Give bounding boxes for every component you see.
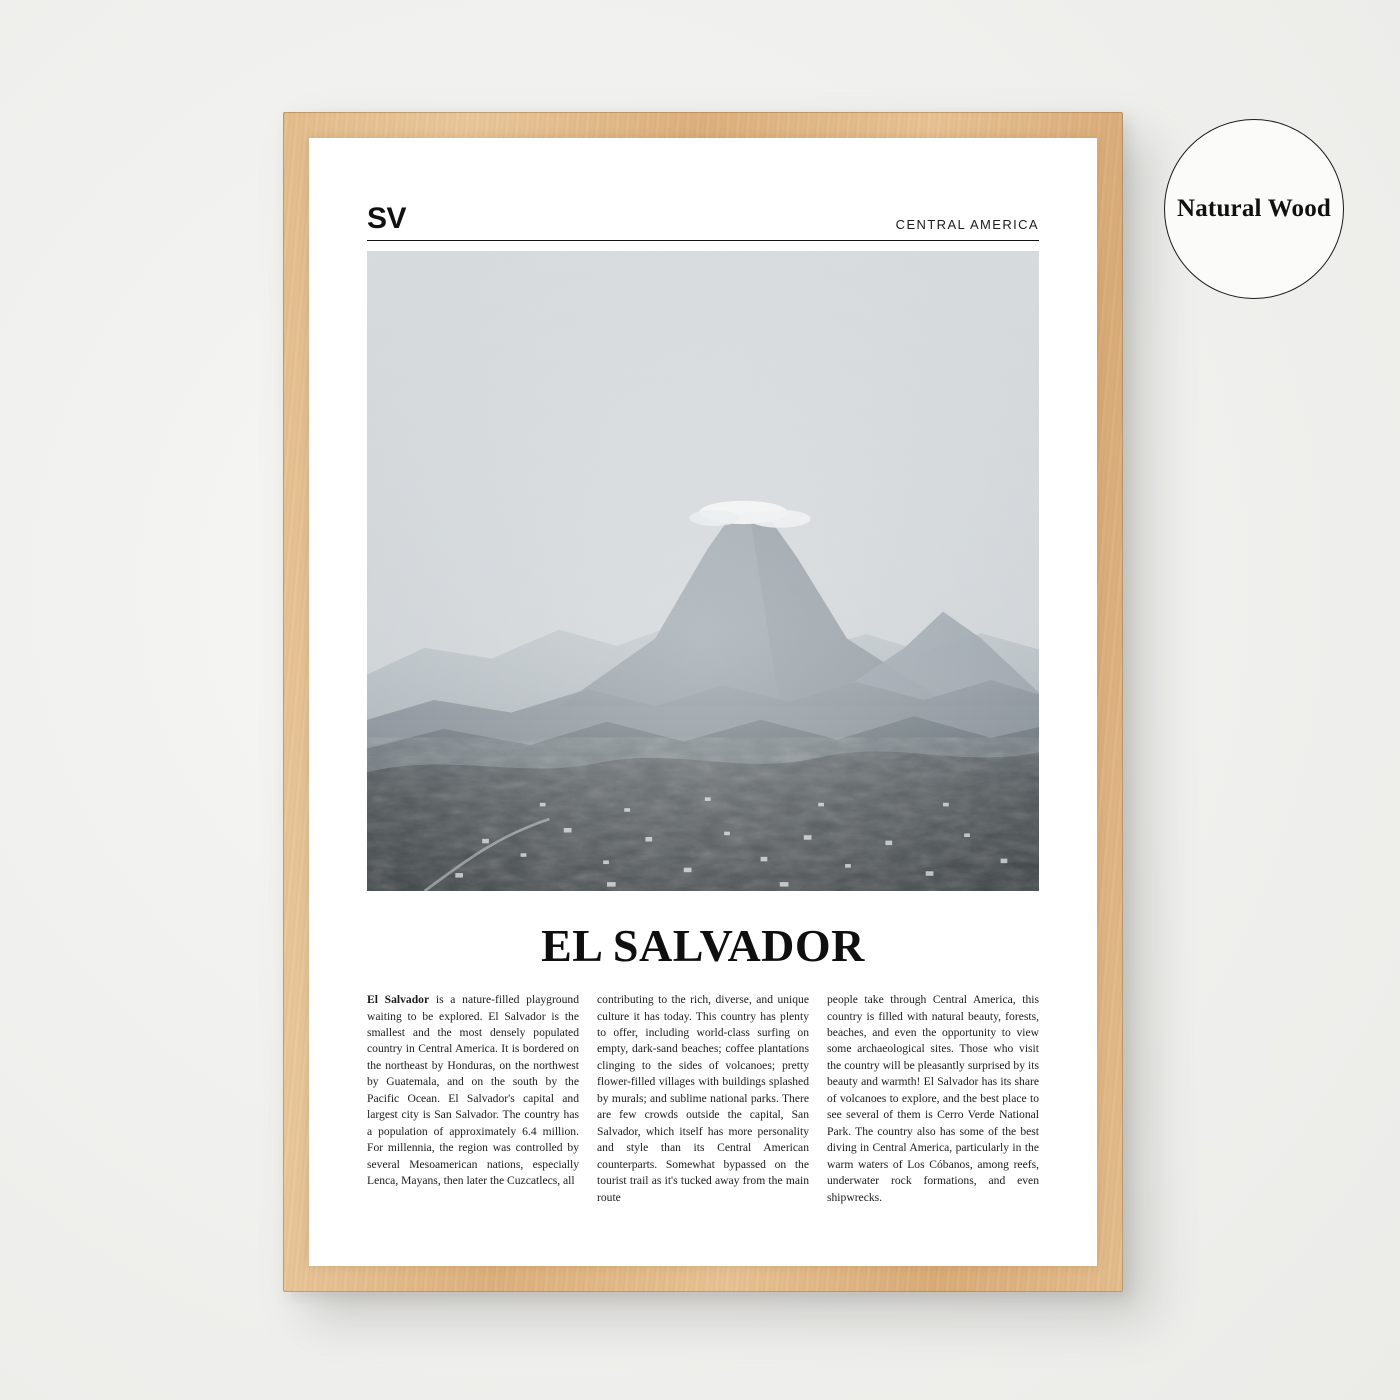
poster-sheet [309, 138, 1097, 1266]
body-text-1: is a nature-filled playground waiting to be explored. El Salvador is the smallest and the most densely populated country in Central America. It is bordered on the northeast by Honduras, on the northwest by Guatemala, and on the south by the Pacific Ocean. El Salvador's capital and largest city is San Salvador. The country has a population of approximately 6.4 million. For millennia, the region was controlled by several Mesoamerican nations, especially Lenca, Mayans, then later the Cuzcatlecs, all [367, 993, 579, 1188]
page-title: EL SALVADOR [541, 920, 865, 972]
country-code: SV [367, 202, 407, 235]
poster-photo [367, 251, 1039, 891]
body-column-1 [367, 992, 579, 1206]
poster-header [367, 204, 1039, 241]
poster-body [367, 992, 1039, 1206]
picture-frame [283, 112, 1123, 1292]
body-lead-in: El Salvador [367, 993, 430, 1007]
region-label: CENTRAL AMERICA [895, 217, 1039, 232]
body-column-2: contributing to the rich, diverse, and unique culture it has today. This country has plenty to offer, including world-class surfing on empty, dark-sand beaches; coffee plantations clinging to the sides of volcanoes; pretty flower-filled villages with buildings splashed by murals; and sublime national parks. There are few crowds outside the capital, San Salvador, which itself has more personality and style than its Central American counterparts. Somewhat bypassed on the tourist trail as it's tucked away from the main route [597, 993, 809, 1204]
body-column-3: people take through Central America, this country is filled with natural beauty, forests, beaches, and even the opportunity to view some archaeological sites. Those who visit the country will be pleasantly surprised by its beauty and warmth! El Salvador has its share of volcanoes to explore, and the best place to see several of them is Cerro Verde National Park. The country also has some of the best diving in Central America, particularly in the warm waters of Los Cóbanos, among reefs, underwater rock formations, and even shipwrecks. [827, 993, 1039, 1204]
material-badge [1164, 119, 1344, 299]
material-badge-label: Natural Wood [1176, 195, 1332, 222]
volcano-landscape-illustration [367, 251, 1039, 891]
